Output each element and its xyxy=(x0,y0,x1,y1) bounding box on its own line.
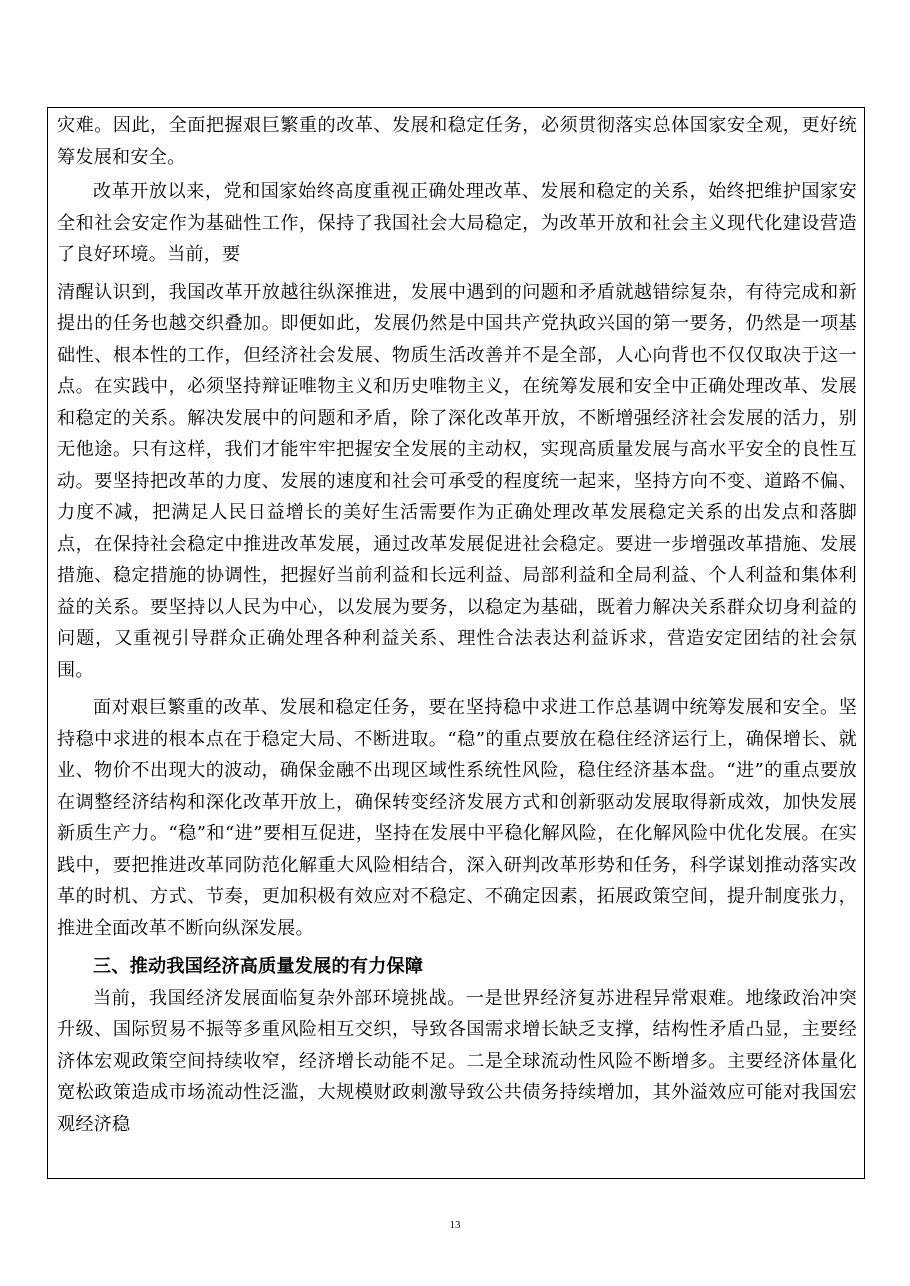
paragraph-stability-progress: 面对艰巨繁重的改革、发展和稳定任务，要在坚持稳中求进工作总基调中统筹发展和安全。坚持稳中求进的根本点在于稳定大局、不断进取。“稳”的重点要放在稳住经济运行上，确保增长、就业、物价不出现大的波动，确保金融不出现区域性系统性风险，稳住经济基本盘。“进”的重点要放在调整经济结构和深化改革开放上，确保转变经济发展方式和创新驱动发展取得新成效，加快发展新质生产力。“稳”和“进”要相互促进，坚持在发展中平稳化解风险，在化解风险中优化发展。在实践中，要把推进改革同防范化解重大风险相结合，深入研判改革形势和任务，科学谋划推动落实改革的时机、方式、节奏，更加积极有效应对不稳定、不确定因素，拓展政策空间，提升制度张力，推进全面改革不断向纵深发展。 xyxy=(57,697,857,939)
paragraph-clear-recognition: 清醒认识到，我国改革开放越往纵深推进，发展中遇到的问题和矛盾就越错综复杂，有待完成和新提出的任务也越交织叠加。即便如此，发展仍然是中国共产党执政兴国的第一要务，仍然是一项基础性、根本性的工作，但经济社会发展、物质生活改善并不是全部，人心向背也不仅仅取决于这一点。在实践中，必须坚持辩证唯物主义和历史唯物主义，在统筹发展和安全中正确处理改革、发展和稳定的关系。解决发展中的问题和矛盾，除了深化改革开放，不断增强经济社会发展的活力，别无他途。只有这样，我们才能牢牢把握安全发展的主动权，实现高质量发展与高水平安全的良性互动。要坚持把改革的力度、发展的速度和社会可承受的程度统一起来，坚持方向不变、道路不偏、力度不减，把满足人民日益增长的美好生活需要作为正确处理改革发展稳定关系的出发点和落脚点，在保持社会稳定中推进改革发展，通过改革发展促进社会稳定。要进一步增强改革措施、发展措施、稳定措施的协调性，把握好当前利益和长远利益、局部利益和全局利益、个人利益和集体利益的关系。要坚持以人民为中心，以发展为要务，以稳定为基础，既着力解决关系群众切身利益的问题，又重视引导群众正确处理各种利益关系、理性合法表达利益诉求，营造安定团结的社会氛围。 xyxy=(57,281,857,681)
paragraph-external-challenges: 当前，我国经济发展面临复杂外部环境挑战。一是世界经济复苏进程异常艰难。地缘政治冲突升级、国际贸易不振等多重风险相互交织，导致各国需求增长缺乏支撑，结构性矛盾凸显，主要经济体宏观政策空间持续收窄，经济增长动能不足。二是全球流动性风险不断增多。主要经济体量化宽松政策造成市场流动性泛滥，大规模财政刺激导致公共债务持续增加，其外溢效应可能对我国宏观经济稳 xyxy=(57,987,857,1135)
paragraph-reform-opening: 改革开放以来，党和国家始终高度重视正确处理改革、发展和稳定的关系，始终把维护国家安全和社会安定作为基础性工作，保持了我国社会大局稳定，为改革开放和社会主义现代化建设营造了良好环境。当前，要 xyxy=(57,181,857,265)
page-number: 13 xyxy=(449,1219,461,1231)
document-body xyxy=(57,110,857,1140)
section-heading: 三、推动我国经济高质量发展的有力保障 xyxy=(93,956,424,977)
text-frame xyxy=(47,107,865,1179)
paragraph-continuation: 灾难。因此，全面把握艰巨繁重的改革、发展和稳定任务，必须贯彻落实总体国家安全观，更好统筹发展和安全。 xyxy=(57,115,857,168)
